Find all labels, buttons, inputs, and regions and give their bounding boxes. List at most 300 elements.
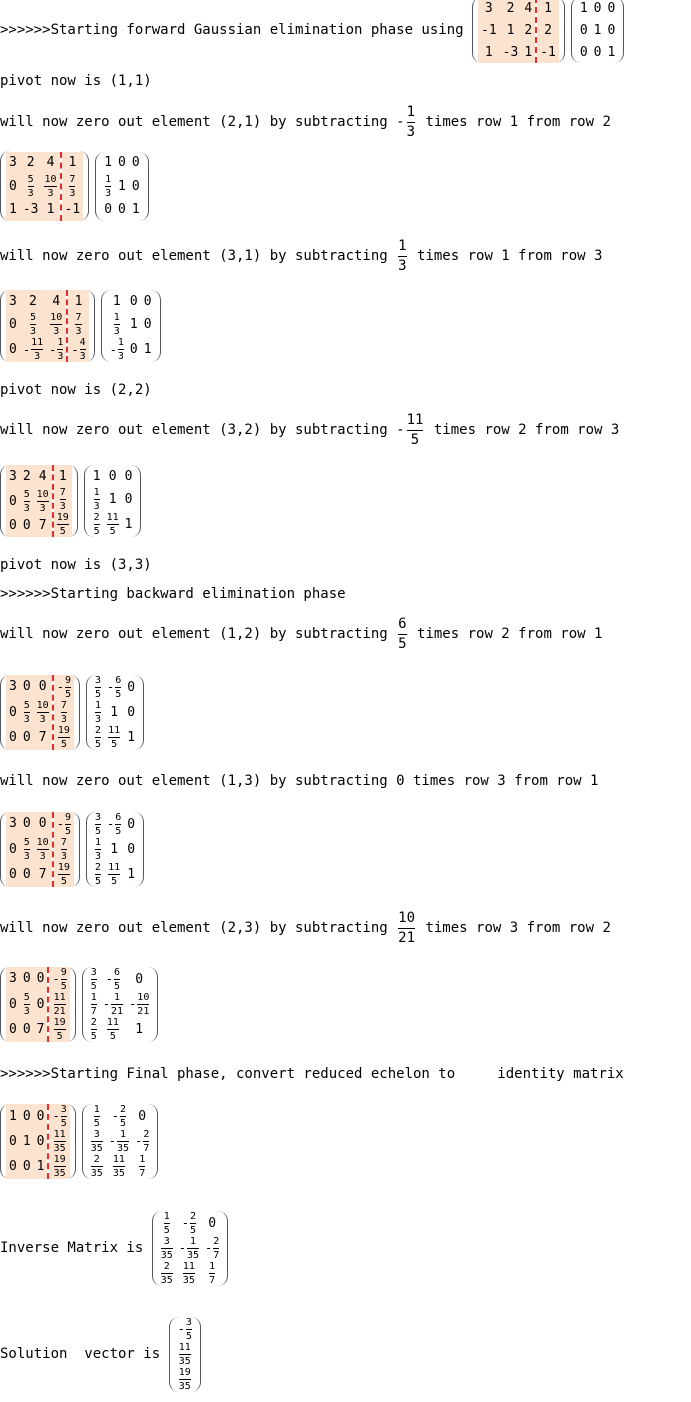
log-text: pivot now is (2,2) (0, 382, 152, 398)
numerator: 1 (120, 1128, 127, 1140)
fraction-bar (95, 874, 101, 875)
matrix-cell (68, 290, 88, 312)
cell-value: 1 (544, 0, 552, 16)
fraction-bar (164, 1223, 170, 1224)
line-l13 (0, 1200, 234, 1296)
denominator: 5 (59, 526, 66, 537)
numerator: 10 (44, 173, 57, 185)
matrix-cell (54, 862, 74, 887)
denominator: 3 (23, 850, 30, 862)
denominator: 35 (160, 1274, 173, 1286)
denominator: 3 (75, 326, 82, 338)
coefficient-block (6, 675, 52, 750)
matrix-cell (106, 1104, 132, 1129)
matrix-cell (577, 19, 591, 41)
op-denominator: 21 (398, 929, 416, 946)
numerator: 7 (59, 487, 66, 498)
fraction (179, 1342, 191, 1367)
fraction (61, 1104, 67, 1129)
matrix-cell (521, 41, 535, 63)
cell-value: 1 (68, 155, 77, 171)
cell-value: 1 (22, 1133, 31, 1149)
matrix-cell (175, 1367, 195, 1392)
fraction-bar (54, 1004, 66, 1005)
matrix-cell (158, 1261, 176, 1286)
fraction (28, 174, 34, 199)
fraction-bar (407, 122, 415, 123)
cell-value: 1 (484, 44, 493, 60)
rhs-block (537, 0, 559, 63)
numerator: 1 (94, 699, 101, 711)
cell-value: 0 (9, 867, 17, 882)
fraction-bar (58, 737, 70, 738)
matrix-cell (202, 1236, 222, 1261)
fraction (95, 725, 101, 750)
cell-value: 0 (118, 202, 126, 217)
inverse-matrix (82, 1104, 159, 1179)
cell-value: 0 (579, 44, 588, 60)
cell-value: 1 (36, 1158, 45, 1174)
numerator: 10 (36, 836, 49, 848)
cell-value: 7 (38, 867, 47, 882)
denominator: 7 (90, 1005, 97, 1017)
matrix-cell (90, 465, 104, 487)
inverse-grid (92, 675, 138, 750)
denominator: 3 (60, 850, 67, 862)
matrix-cell (49, 1154, 69, 1179)
denominator: 35 (187, 1249, 200, 1261)
denominator: 35 (53, 1167, 66, 1179)
cell-value: 0 (108, 468, 117, 484)
matrix-cell (106, 1154, 132, 1179)
fraction (108, 725, 120, 750)
inverse-grid (90, 465, 136, 537)
matrix-cell (54, 512, 72, 537)
matrix-cell (20, 290, 46, 312)
fraction (114, 967, 120, 992)
matrix-cell (62, 199, 84, 221)
fraction (50, 312, 62, 337)
matrix-cell (122, 512, 136, 537)
inverse-grid (577, 0, 618, 63)
fraction-bar (54, 1141, 66, 1142)
op-factor (407, 105, 415, 140)
matrix-cell (49, 1129, 69, 1154)
numerator: 4 (79, 337, 86, 349)
cell-value: 1 (110, 841, 119, 857)
inverse-grid (88, 967, 153, 1042)
numerator: 5 (23, 488, 30, 500)
fraction-bar (24, 1004, 30, 1005)
cell-value: 0 (135, 971, 144, 987)
matrix-cell (124, 812, 138, 837)
matrix-cell (129, 152, 143, 174)
denominator: 3 (79, 351, 86, 363)
fraction-bar (111, 1004, 123, 1005)
matrix-cell (500, 0, 522, 19)
matrix-cell (90, 487, 104, 512)
numerator: 9 (60, 966, 67, 978)
fraction-bar (179, 1379, 191, 1380)
cell-value: 7 (38, 518, 47, 533)
inverse-matrix (84, 465, 142, 537)
numerator: 2 (213, 1235, 220, 1247)
cell-value: 0 (129, 342, 138, 357)
matrix-cell (34, 465, 52, 488)
cell-value: 0 (208, 1215, 217, 1231)
numerator: 11 (106, 1016, 119, 1028)
inverse-matrix (86, 812, 144, 887)
matrix-cell (132, 1129, 152, 1154)
matrix-cell (34, 1154, 48, 1179)
fraction (105, 174, 111, 199)
cell-value: 3 (484, 0, 493, 16)
denominator: 3 (94, 713, 101, 725)
fraction-bar (50, 324, 62, 325)
matrix-cell (49, 1017, 69, 1042)
matrix-cell (591, 19, 605, 41)
line-l6 (0, 408, 619, 452)
matrix-cell (115, 174, 129, 199)
fraction (80, 337, 86, 362)
op-denominator: 5 (410, 431, 420, 448)
fraction-bar (398, 928, 415, 929)
cell-value: 3 (9, 469, 17, 484)
matrix-cell (127, 290, 141, 312)
augmented-matrix (0, 1104, 76, 1179)
fraction-bar (114, 979, 120, 980)
cell-value: 1 (110, 704, 119, 720)
matrix-cell (141, 312, 155, 337)
cell-value: 7 (38, 730, 47, 745)
denominator: 3 (93, 501, 100, 512)
minus-sign: - (56, 680, 64, 694)
cell-value: 7 (36, 1022, 45, 1037)
cell-value: 0 (127, 679, 136, 695)
cell-value: 0 (9, 730, 17, 745)
matrix-cell (88, 1129, 106, 1154)
line-l14 (0, 1306, 207, 1402)
op-suffix: times row 1 from row 3 (408, 248, 603, 264)
cell-value: 1 (9, 1108, 17, 1124)
fraction (54, 1154, 66, 1179)
denominator: 5 (120, 1117, 127, 1129)
denominator: 35 (160, 1249, 173, 1261)
matrix-cell (54, 465, 72, 487)
augmented-body (6, 290, 89, 362)
op-numerator: 1 (406, 103, 416, 120)
cell-value: 1 (593, 22, 602, 38)
denominator: 5 (60, 980, 67, 992)
cell-value: 0 (9, 493, 17, 509)
fraction (94, 487, 100, 512)
matrix-cell (92, 725, 104, 750)
matrix-cell (591, 0, 605, 19)
augmented-matrix (0, 812, 80, 887)
op-factor (398, 239, 406, 274)
fraction (57, 337, 63, 362)
cell-value: 1 (58, 468, 67, 484)
line-m4 (0, 285, 167, 367)
fraction-bar (28, 186, 34, 187)
denominator: 3 (23, 713, 30, 725)
op-prefix: will now zero out element (3,1) by subtracting (0, 248, 397, 264)
matrix-cell (478, 41, 500, 63)
fraction (95, 700, 101, 725)
matrix-cell (68, 337, 88, 362)
augmented-body (6, 812, 74, 887)
fraction (95, 837, 101, 862)
inverse-matrix (95, 152, 148, 221)
op-numerator: 1 (398, 237, 407, 254)
denominator: 3 (105, 187, 112, 199)
op-suffix: times row 2 from row 1 (408, 626, 603, 642)
denominator: 3 (94, 850, 101, 862)
cell-value: 0 (22, 816, 31, 831)
fraction (111, 992, 123, 1017)
denominator: 5 (90, 980, 97, 992)
fraction (65, 812, 71, 837)
matrix-cell (6, 1104, 20, 1129)
matrix-cell (158, 1211, 176, 1236)
matrix-cell (124, 675, 138, 700)
fraction (164, 1211, 170, 1236)
denominator: 21 (53, 1005, 66, 1017)
fraction (37, 837, 49, 862)
matrix-cell (20, 174, 42, 199)
cell-value: 0 (131, 178, 140, 194)
line-l2 (0, 73, 152, 89)
op-denominator: 3 (406, 123, 416, 140)
cell-value: 0 (118, 155, 126, 170)
cell-value: 1 (104, 155, 113, 170)
coefficient-block (6, 812, 52, 887)
matrix-cell (46, 290, 66, 312)
numerator: 2 (94, 724, 101, 736)
fraction-bar (94, 524, 100, 525)
fraction (61, 967, 67, 992)
fraction-bar (54, 1166, 66, 1167)
matrix-cell (604, 0, 618, 19)
cell-value: -3 (22, 202, 39, 218)
line-l4 (0, 234, 602, 278)
fraction (115, 812, 121, 837)
matrix-cell (20, 836, 34, 863)
cell-value: 0 (124, 492, 133, 507)
numerator: 2 (143, 1128, 150, 1140)
matrix-cell (41, 152, 59, 174)
matrix-cell (62, 152, 84, 174)
log-text: pivot now is (3,3) (0, 557, 152, 573)
numerator: 1 (93, 487, 100, 498)
denominator: 5 (163, 1224, 170, 1236)
augmented-body (6, 465, 72, 537)
fraction-bar (108, 737, 120, 738)
cell-value: 0 (593, 44, 602, 60)
op-factor (407, 413, 424, 448)
line-l11 (0, 906, 611, 950)
numerator: 19 (53, 1016, 66, 1028)
denominator: 5 (115, 825, 122, 837)
cell-value: 3 (9, 155, 17, 171)
fraction-bar (54, 1029, 66, 1030)
op-numerator: 10 (398, 909, 416, 926)
numerator: 6 (115, 674, 122, 686)
matrix-cell (106, 1129, 132, 1154)
matrix-cell (132, 1104, 152, 1129)
matrix-cell (46, 312, 66, 337)
fraction (60, 487, 66, 512)
fraction (209, 1261, 215, 1286)
fraction-bar (137, 1004, 149, 1005)
fraction (94, 1104, 100, 1129)
denominator: 5 (94, 688, 101, 700)
minus-sign: - (52, 1109, 60, 1123)
matrix-cell (577, 0, 591, 19)
line-l7 (0, 557, 152, 573)
numerator: 9 (64, 674, 71, 686)
matrix-cell (6, 1129, 20, 1154)
matrix-cell (54, 812, 74, 837)
matrix-cell (6, 1018, 20, 1042)
numerator: 11 (108, 724, 121, 736)
cell-value: 3 (9, 816, 17, 831)
fraction-bar (44, 186, 56, 187)
numerator: 3 (60, 1103, 67, 1115)
fraction-bar (95, 687, 101, 688)
numerator: 2 (93, 512, 100, 523)
matrix-cell (20, 337, 46, 362)
fraction-bar (91, 1029, 97, 1030)
cell-value: 0 (9, 841, 17, 857)
matrix-cell (54, 725, 74, 750)
coefficient-block (6, 1104, 47, 1179)
matrix-cell (49, 967, 69, 992)
matrix-cell (92, 837, 104, 862)
numerator: 19 (57, 861, 70, 873)
matrix-cell (20, 1104, 34, 1129)
fraction-bar (61, 1116, 67, 1117)
cell-value: 0 (9, 996, 17, 1012)
matrix-cell (521, 19, 535, 41)
fraction (54, 992, 66, 1017)
denominator: 5 (94, 825, 101, 837)
fraction-bar (95, 824, 101, 825)
matrix-cell (88, 1017, 100, 1042)
fraction-bar (61, 979, 67, 980)
matrix-cell (107, 312, 127, 337)
numerator: 2 (93, 1153, 100, 1165)
matrix-cell (104, 465, 122, 487)
rhs-block (68, 290, 88, 362)
matrix-cell (92, 675, 104, 700)
numerator: 3 (94, 811, 101, 823)
minus-sign: - (107, 817, 115, 831)
matrix-cell (126, 1017, 152, 1042)
fraction-bar (94, 1116, 100, 1117)
matrix-cell (176, 1261, 202, 1286)
numerator: 11 (53, 991, 66, 1003)
cell-value: 1 (127, 866, 136, 882)
cell-value: 2 (29, 293, 37, 309)
numerator: 1 (94, 836, 101, 848)
matrix-cell (202, 1261, 222, 1286)
inverse-grid (88, 1104, 153, 1179)
fraction (54, 1129, 66, 1154)
denominator: 5 (94, 738, 101, 750)
fraction-bar (161, 1248, 173, 1249)
denominator: 21 (137, 1005, 150, 1017)
cell-value: 1 (74, 293, 83, 309)
matrix-cell (20, 1154, 34, 1179)
minus-sign: - (111, 1109, 120, 1123)
fraction-bar (95, 849, 101, 850)
cell-value: 0 (607, 0, 616, 16)
fraction-bar (60, 499, 66, 500)
fraction-bar (190, 1223, 196, 1224)
fraction (91, 1017, 97, 1042)
cell-value: 0 (9, 317, 17, 333)
inverse-matrix (152, 1211, 229, 1286)
numerator: 3 (94, 674, 101, 686)
numerator: 7 (69, 173, 76, 185)
denominator: 3 (60, 713, 67, 725)
op-prefix: will now zero out element (1,2) by subtracting (0, 626, 397, 642)
cell-value: 2 (544, 22, 552, 38)
fraction-bar (69, 186, 75, 187)
fraction (24, 992, 30, 1017)
fraction (91, 992, 97, 1017)
fraction-bar (407, 430, 424, 431)
line-l1 (0, 2, 630, 58)
matrix-cell (34, 675, 52, 699)
fraction (24, 700, 30, 725)
matrix-cell (6, 488, 20, 514)
numerator: 2 (90, 1016, 97, 1028)
denominator: 3 (34, 351, 41, 363)
cell-value: 0 (143, 293, 152, 309)
matrix-cell (49, 992, 69, 1017)
fraction-bar (186, 1329, 192, 1330)
cell-value: 1 (135, 1021, 144, 1037)
cell-value: 1 (118, 178, 126, 194)
log-text: >>>>>>Starting forward Gaussian elimination phase using (0, 22, 473, 38)
inverse-matrix (101, 290, 161, 362)
fraction (37, 700, 49, 725)
op-factor (398, 911, 415, 946)
cell-value: 1 (524, 44, 533, 60)
numerator: 2 (163, 1260, 170, 1272)
fraction (31, 337, 43, 362)
fraction (186, 1317, 192, 1342)
matrix-cell (34, 514, 52, 537)
matrix-cell (124, 725, 138, 750)
fraction-bar (95, 712, 101, 713)
numerator: 1 (114, 991, 121, 1003)
denominator: 35 (178, 1380, 191, 1392)
line-l3 (0, 100, 611, 144)
cell-value: 0 (22, 1158, 31, 1174)
op-prefix: will now zero out element (2,3) by subtracting (0, 920, 397, 936)
cell-value: 0 (124, 468, 133, 484)
augmented-body (6, 152, 83, 221)
numerator: 7 (75, 312, 82, 324)
matrix-cell (62, 174, 84, 199)
numerator: 1 (163, 1210, 170, 1222)
cell-value: 4 (524, 0, 533, 16)
matrix-cell (41, 199, 59, 221)
fraction (107, 512, 119, 537)
